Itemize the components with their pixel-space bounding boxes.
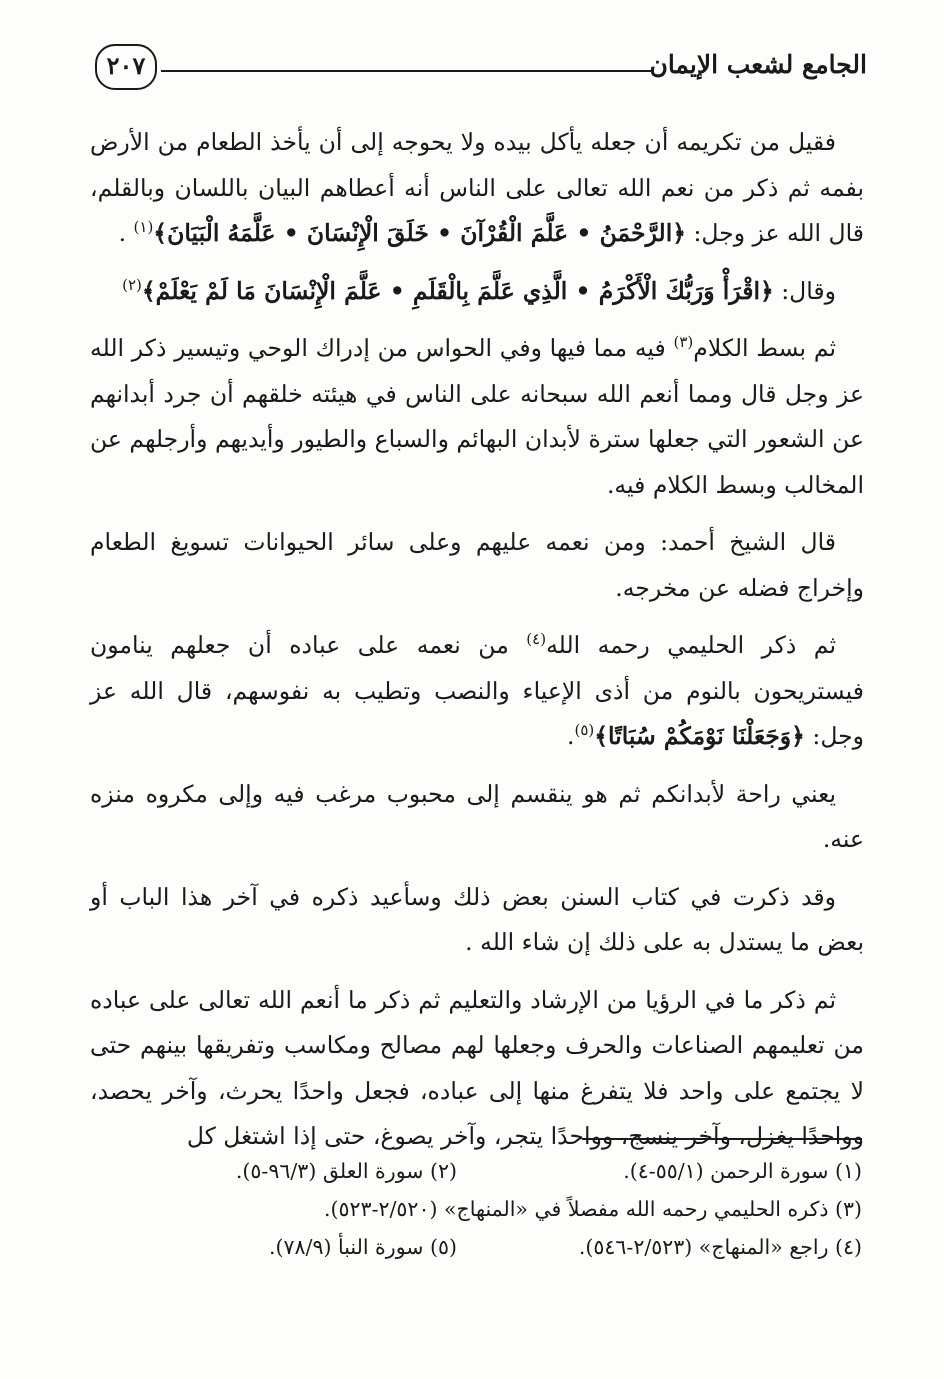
paragraph-text: فقيل من تكريمه أن جعله يأكل بيده ولا يحوجه إلى أن يأخذ الطعام من الأرض بفمه ثم ذكر من نعم الله تعالى على الناس أنه أعطاهم البيان باللسان وبالقلم، قال الله عز وجل:	[90, 128, 864, 247]
footnote-reference: (٤)	[526, 630, 547, 649]
paragraph-text: ثم ذكر ما في الرؤيا من الإرشاد والتعليم ثم ذكر ما أنعم الله تعالى على عباده من تعليمهم الصناعات والحرف وجعلها لهم مصالح ومكاسب وتفريقها بينهم حتى لا يجتمع على واحد فلا يتفرغ منها إلى عباده، فجعل واحدًا يحرث، وآخر يحصد، وواحدًا يغزل، وآخر ينسج، وواحدًا يتجر، وآخر يصوغ، حتى إذا اشتغل كل	[90, 985, 864, 1150]
footnote-row	[100, 1152, 862, 1190]
footnote: (٣) ذكره الحليمي رحمه الله مفصلاً في «المنهاج» (٢/٥٢٠-٥٢٣).	[324, 1197, 862, 1221]
body-text	[90, 120, 864, 1172]
page-header	[95, 40, 867, 96]
footnote-row	[100, 1190, 862, 1228]
paragraph-text: قال الشيخ أحمد: ومن نعمه عليهم وعلى سائر الحيوانات تسويغ الطعام وإخراج فضله عن مخرجه.	[90, 528, 864, 602]
paragraph	[90, 978, 864, 1160]
paragraph	[90, 120, 864, 257]
paragraph	[90, 772, 864, 863]
paragraph	[90, 269, 864, 315]
footnote: (٤) راجع «المنهاج» (٢/٥٢٣-٥٤٦).	[578, 1235, 862, 1259]
quran-verse: ﴿اقْرَأْ وَرَبُّكَ الْأَكْرَمُ • الَّذِي عَلَّمَ بِالْقَلَمِ • عَلَّمَ الْإِنْسَانَ مَا لَمْ يَعْلَمْ﴾	[141, 276, 774, 305]
paragraph-text: وقال:	[773, 276, 836, 305]
paragraph-text: يعني راحة لأبدانكم ثم هو ينقسم إلى محبوب مرغب فيه وإلى مكروه منزه عنه.	[90, 779, 864, 853]
footnote-row	[100, 1228, 862, 1266]
paragraph-text: ثم بسط الكلام	[693, 334, 836, 362]
footnote: (١) سورة الرحمن (٥٥/١-٤).	[623, 1159, 862, 1183]
quran-verse: ﴿وَجَعَلْنَا نَوْمَكُمْ سُبَاتًا﴾	[594, 722, 805, 750]
footnotes	[100, 1152, 862, 1266]
paragraph	[90, 875, 864, 966]
footnote: (٢) سورة العلق (٩٦/٣-٥).	[235, 1159, 457, 1183]
paragraph-text: .	[118, 219, 134, 247]
footnote-reference: (٥)	[574, 721, 595, 740]
footnote-separator	[582, 1138, 862, 1140]
footnote: (٥) سورة النبأ (٧٨/٩).	[269, 1235, 457, 1259]
paragraph	[90, 326, 864, 508]
header-rule	[161, 70, 652, 72]
paragraph-text: ثم ذكر الحليمي رحمه الله	[546, 631, 836, 659]
footnote-reference: (١)	[133, 218, 154, 237]
footnote-reference: (٢)	[122, 275, 142, 294]
page-number: ٢٠٧	[95, 44, 157, 90]
paragraph-text: وقد ذكرت في كتاب السنن بعض ذلك وسأعيد ذكره في آخر هذا الباب أو بعض ما يستدل به على ذلك إن شاء الله .	[90, 882, 864, 956]
quran-verse: ﴿الرَّحْمَنُ • عَلَّمَ الْقُرْآنَ • خَلَقَ الْإِنْسَانَ • عَلَّمَهُ الْبَيَانَ﴾	[153, 219, 686, 247]
paragraph	[90, 520, 864, 611]
paragraph-text: فيه مما فيها وفي الحواس من إدراك الوحي وتيسير ذكر الله عز وجل قال ومما أنعم الله سبحانه على الناس في هيئته خلقهم أن جرد أبدانهم عن الشعور التي جعلها سترة لأبدان البهائم والسباع والطيور وأيديهم وأرجلهم عن المخالب وبسط الكلام فيه.	[90, 334, 864, 499]
running-title: الجامع لشعب الإيمان	[649, 50, 867, 79]
paragraph	[90, 623, 864, 760]
footnote-reference: (٣)	[673, 333, 694, 352]
paragraph-text: .	[566, 722, 575, 750]
paragraph-text: من نعمه على عباده أن جعلهم ينامون فيستريحون بالنوم من أذى الإعياء والنصب وتطيب به نفوسهم، قال الله عز وجل:	[90, 631, 865, 750]
